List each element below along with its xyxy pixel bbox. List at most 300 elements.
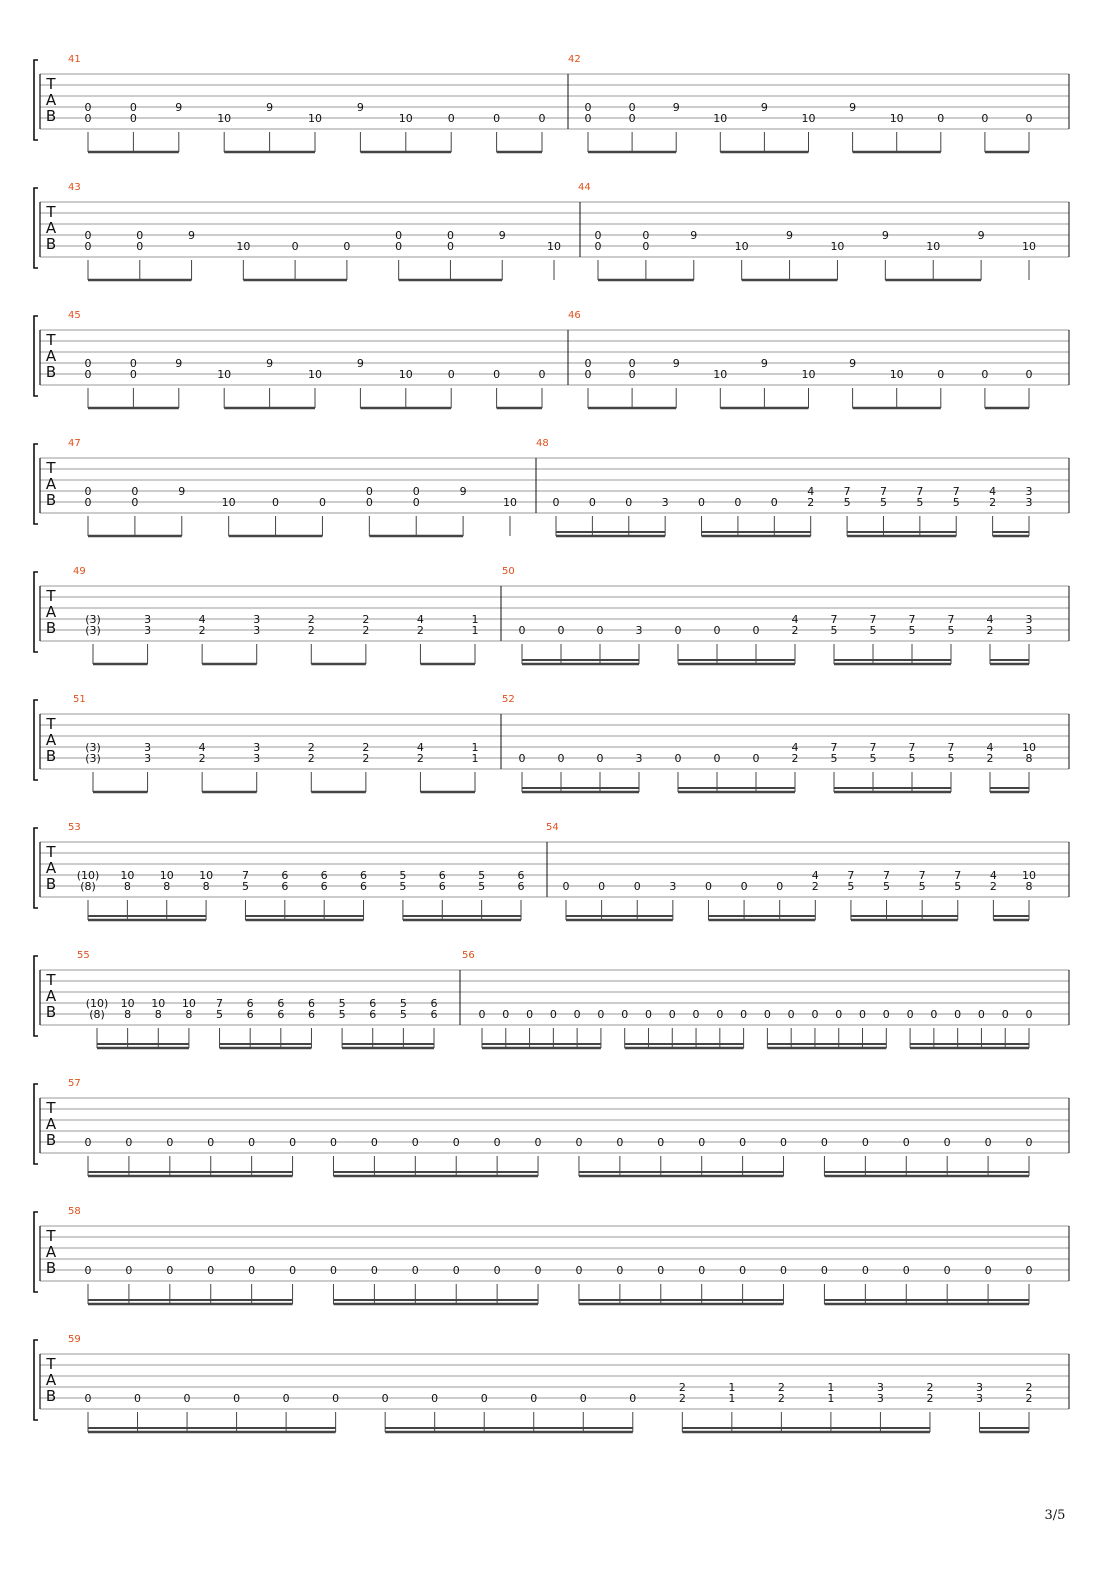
fret-number: 10 (889, 112, 904, 125)
fret-number: 0 (370, 1264, 378, 1277)
measure-number: 44 (578, 182, 591, 193)
fret-number: 0 (534, 1136, 542, 1149)
fret-number: 3 (1025, 496, 1033, 509)
fret-number: 4 (986, 613, 994, 626)
staff-system (34, 1206, 1069, 1304)
note-stack (472, 613, 479, 664)
fret-number: 0 (1001, 1008, 1009, 1021)
note-stack (266, 357, 273, 408)
fret-number: 4 (791, 613, 799, 626)
fret-number: 0 (518, 624, 526, 637)
fret-number: 4 (416, 613, 424, 626)
note-stack (144, 613, 151, 664)
fret-number: 0 (129, 112, 137, 125)
note-stack (1002, 1008, 1009, 1048)
tab-clef-letter: T (46, 587, 56, 605)
fret-number: 0 (752, 624, 760, 637)
note-stack (821, 1264, 828, 1304)
note-stack (629, 101, 636, 152)
measure (68, 1078, 1033, 1176)
note-stack (1022, 741, 1036, 792)
fret-number: 6 (281, 869, 289, 882)
note-stack (585, 101, 592, 152)
fret-number: 8 (202, 880, 210, 893)
fret-number: 0 (698, 496, 706, 509)
fret-number: 5 (843, 496, 851, 509)
note-stack (431, 997, 438, 1048)
note-stack (883, 1008, 890, 1048)
fret-number: 2 (1025, 1392, 1033, 1405)
fret-number: 0 (981, 112, 989, 125)
note-stack (519, 624, 526, 664)
note-stack (636, 624, 643, 664)
note-stack (369, 997, 376, 1048)
note-stack (621, 1008, 628, 1048)
fret-number: 10 (801, 368, 816, 381)
note-stack (1026, 485, 1033, 536)
fret-number: 0 (698, 1264, 706, 1277)
fret-number: 0 (493, 368, 501, 381)
note-stack (272, 496, 279, 536)
fret-number: 0 (1025, 368, 1033, 381)
note-stack (831, 613, 838, 664)
measure-number: 51 (73, 694, 86, 705)
fret-number: 0 (493, 1264, 501, 1277)
note-stack (144, 741, 151, 792)
note-stack (625, 496, 632, 536)
note-stack (953, 485, 960, 536)
fret-number: 0 (657, 1136, 665, 1149)
note-stack (575, 1264, 582, 1304)
fret-number: 3 (876, 1392, 884, 1405)
fret-number: 0 (1025, 112, 1033, 125)
fret-number: 2 (198, 752, 206, 765)
fret-number: 0 (763, 1008, 771, 1021)
measure (462, 950, 1033, 1048)
note-stack (844, 485, 851, 536)
fret-number: 10 (734, 240, 749, 253)
fret-number: 10 (221, 496, 236, 509)
tab-clef-letter: A (45, 91, 57, 109)
note-stack (253, 741, 260, 792)
note-stack (481, 1392, 488, 1432)
note-stack (981, 368, 988, 408)
tab-clef-letter: T (46, 459, 56, 477)
note-stack (830, 240, 844, 280)
tab-clef-letter: A (45, 1115, 57, 1133)
note-stack (539, 112, 546, 152)
note-stack (266, 101, 273, 152)
tab-clef-letter: B (45, 491, 57, 509)
fret-number: 0 (343, 240, 351, 253)
note-stack (880, 485, 887, 536)
system-bracket (34, 1212, 38, 1292)
fret-number: 9 (849, 101, 857, 114)
fret-number: 10 (120, 997, 135, 1010)
measure (568, 310, 1033, 408)
fret-number: 9 (690, 229, 698, 242)
fret-number: 0 (943, 1136, 951, 1149)
fret-number: 8 (1025, 880, 1033, 893)
fret-number: 0 (734, 496, 742, 509)
fret-number: 2 (198, 624, 206, 637)
fret-number: 6 (369, 997, 377, 1010)
fret-number: 0 (597, 1008, 605, 1021)
staff-system (34, 566, 1069, 664)
note-stack (690, 229, 697, 280)
tab-clef-letter: A (45, 731, 57, 749)
fret-number: 0 (557, 624, 565, 637)
note-stack (954, 869, 961, 920)
measure (68, 1334, 1033, 1432)
staff-system (34, 54, 1069, 152)
fret-number: 0 (954, 1008, 962, 1021)
measure-number: 47 (68, 438, 81, 449)
note-stack (563, 880, 570, 920)
fret-number: 10 (217, 112, 232, 125)
fret-number: 0 (668, 1008, 676, 1021)
fret-number: 6 (438, 869, 446, 882)
fret-number: 10 (889, 368, 904, 381)
note-stack (976, 1381, 983, 1432)
fret-number: 0 (584, 101, 592, 114)
fret-number: 0 (704, 880, 712, 893)
fret-number: 0 (538, 112, 546, 125)
note-stack (400, 997, 407, 1048)
fret-number: 0 (642, 240, 650, 253)
note-stack (734, 496, 741, 536)
note-stack (277, 997, 284, 1048)
note-stack (199, 741, 206, 792)
note-stack (547, 240, 561, 280)
fret-number: 0 (129, 357, 137, 370)
fret-number: 0 (272, 496, 280, 509)
fret-number: 1 (471, 613, 479, 626)
fret-number: 2 (362, 741, 370, 754)
staff-system (34, 438, 1069, 536)
note-stack (629, 357, 636, 408)
fret-number: 10 (926, 240, 941, 253)
note-stack (292, 240, 299, 280)
fret-number: 6 (430, 997, 438, 1010)
note-stack (698, 1136, 705, 1176)
measure (68, 1206, 1033, 1304)
fret-number: 0 (739, 1136, 747, 1149)
fret-number: 3 (253, 741, 261, 754)
fret-number: 0 (820, 1136, 828, 1149)
note-stack (903, 1136, 910, 1176)
measure (568, 54, 1033, 152)
note-stack (125, 1264, 132, 1304)
note-stack (634, 880, 641, 920)
fret-number: 8 (185, 1008, 193, 1021)
fret-number: 3 (144, 624, 152, 637)
note-stack (85, 741, 101, 792)
fret-number: 0 (1025, 1008, 1033, 1021)
fret-number: 0 (493, 112, 501, 125)
system-bracket (34, 572, 38, 652)
fret-number: 10 (159, 869, 174, 882)
note-stack (493, 368, 500, 408)
note-stack (642, 229, 649, 280)
note-stack (85, 1264, 92, 1304)
note-stack (728, 1381, 735, 1432)
note-stack (673, 357, 680, 408)
fret-number: 0 (835, 1008, 843, 1021)
fret-number: 0 (633, 880, 641, 893)
system-bracket (34, 1340, 38, 1420)
fret-number: 0 (557, 752, 565, 765)
fret-number: 2 (307, 624, 315, 637)
fret-number: 0 (446, 229, 454, 242)
note-stack (575, 1136, 582, 1176)
fret-number: 6 (320, 869, 328, 882)
note-stack (199, 869, 213, 920)
fret-number: 0 (129, 101, 137, 114)
staff-system (34, 694, 1069, 792)
note-stack (909, 741, 916, 792)
note-stack (233, 1392, 240, 1432)
fret-number: 0 (478, 1008, 486, 1021)
fret-number: 7 (916, 485, 924, 498)
note-stack (574, 1008, 581, 1048)
tab-clef-letter: A (45, 859, 57, 877)
note-stack (831, 741, 838, 792)
fret-number: 0 (596, 752, 604, 765)
page-number: 3/5 (1044, 1508, 1066, 1523)
tab-clef-letter: B (45, 875, 57, 893)
note-stack (85, 101, 92, 152)
fret-number: (10) (76, 869, 100, 882)
fret-number: 10 (713, 368, 728, 381)
note-stack (539, 368, 546, 408)
fret-number: 7 (847, 869, 855, 882)
fret-number: 10 (547, 240, 561, 253)
fret-number: 2 (777, 1392, 785, 1405)
fret-number: 0 (1025, 1136, 1033, 1149)
note-stack (339, 997, 346, 1048)
fret-number: 0 (207, 1264, 215, 1277)
fret-number: 5 (338, 997, 346, 1010)
fret-number: 4 (989, 485, 997, 498)
fret-number: (3) (85, 624, 101, 637)
note-stack (151, 997, 165, 1048)
note-stack (460, 485, 467, 536)
note-stack (330, 1264, 337, 1304)
fret-number: 3 (975, 1381, 983, 1394)
note-stack (499, 229, 506, 280)
note-stack (714, 624, 721, 664)
note-stack (753, 752, 760, 792)
fret-number: 0 (526, 1008, 534, 1021)
fret-number: 10 (308, 368, 322, 381)
fret-number: 9 (356, 101, 364, 114)
fret-number: 0 (289, 1136, 297, 1149)
note-stack (120, 869, 134, 920)
note-stack (366, 485, 373, 536)
note-stack (698, 496, 705, 536)
fret-number: 0 (984, 1136, 992, 1149)
note-stack (616, 1136, 623, 1176)
fret-number: 5 (916, 496, 924, 509)
fret-number: 0 (859, 1008, 867, 1021)
tab-clef-letter: A (45, 347, 57, 365)
fret-number: 3 (661, 496, 669, 509)
note-stack (675, 752, 682, 792)
note-stack (417, 613, 424, 664)
note-stack (675, 624, 682, 664)
tab-clef-letter: A (45, 1243, 57, 1261)
note-stack (909, 613, 916, 664)
note-stack (990, 869, 997, 920)
fret-number: 5 (399, 997, 407, 1010)
note-stack (739, 1136, 746, 1176)
fret-number: 0 (84, 240, 92, 253)
fret-number: 6 (281, 880, 289, 893)
note-stack (890, 368, 904, 408)
note-stack (714, 752, 721, 792)
fret-number: 6 (277, 997, 285, 1010)
tab-clef-letter: B (45, 1003, 57, 1021)
measure (68, 54, 546, 152)
system-bracket (34, 60, 38, 140)
fret-number: 4 (986, 741, 994, 754)
measure-number: 49 (73, 566, 86, 577)
note-stack (85, 1136, 92, 1176)
note-stack (248, 1264, 255, 1304)
note-stack (645, 1008, 652, 1048)
fret-number: 0 (861, 1136, 869, 1149)
fret-number: 3 (669, 880, 677, 893)
fret-number: 0 (1025, 1264, 1033, 1277)
fret-number: 6 (360, 880, 368, 893)
note-stack (447, 229, 454, 280)
measure-number: 45 (68, 310, 81, 321)
note-stack (131, 485, 138, 536)
note-stack (669, 880, 676, 920)
note-stack (985, 1136, 992, 1176)
note-stack (771, 496, 778, 536)
note-stack (130, 101, 137, 152)
note-stack (735, 240, 749, 280)
note-stack (412, 1264, 419, 1304)
fret-number: 0 (930, 1008, 938, 1021)
fret-number: 6 (307, 997, 315, 1010)
fret-number: 9 (175, 101, 183, 114)
fret-number: 0 (248, 1264, 256, 1277)
tab-clef-letter: B (45, 107, 57, 125)
note-stack (494, 1136, 501, 1176)
tab-clef-letter: T (46, 1355, 56, 1373)
fret-number: 5 (952, 496, 960, 509)
note-stack (948, 741, 955, 792)
fret-number: 0 (981, 368, 989, 381)
fret-number: 3 (253, 624, 261, 637)
note-stack (321, 869, 328, 920)
note-stack (882, 229, 889, 280)
fret-number: 0 (125, 1264, 133, 1277)
fret-number: 5 (216, 1008, 224, 1021)
fret-number: 7 (954, 869, 962, 882)
tab-clef-letter: T (46, 203, 56, 221)
note-stack (978, 229, 985, 280)
note-stack (937, 368, 944, 408)
fret-number: 6 (277, 1008, 285, 1021)
fret-number: 2 (362, 624, 370, 637)
fret-number: 0 (584, 357, 592, 370)
note-stack (343, 240, 350, 280)
fret-number: 6 (438, 880, 446, 893)
fret-number: (3) (85, 752, 101, 765)
fret-number: 0 (131, 485, 139, 498)
staff-system (34, 1078, 1069, 1176)
fret-number: 8 (1025, 752, 1033, 765)
note-stack (870, 741, 877, 792)
fret-number: 6 (430, 1008, 438, 1021)
tab-clef-letter: B (45, 619, 57, 637)
note-stack (981, 112, 988, 152)
tab-clef-letter: T (46, 971, 56, 989)
fret-number: 1 (471, 752, 479, 765)
fret-number: 0 (125, 1136, 133, 1149)
fret-number: 0 (820, 1264, 828, 1277)
note-stack (188, 229, 195, 280)
fret-number: 0 (657, 1264, 665, 1277)
fret-number: 0 (770, 496, 778, 509)
fret-number: 9 (459, 485, 467, 498)
fret-number: 0 (411, 1136, 419, 1149)
note-stack (859, 1008, 866, 1048)
note-stack (289, 1136, 296, 1176)
fret-number: 0 (674, 752, 682, 765)
note-stack (503, 496, 517, 536)
measure (68, 310, 546, 408)
fret-number: 3 (876, 1381, 884, 1394)
note-stack (121, 997, 135, 1048)
fret-number: 2 (362, 613, 370, 626)
note-stack (530, 1392, 537, 1432)
note-stack (453, 1136, 460, 1176)
fret-number: 0 (332, 1392, 340, 1405)
note-stack (792, 741, 799, 792)
fret-number: 10 (1022, 240, 1036, 253)
note-stack (589, 496, 596, 536)
fret-number: 3 (253, 752, 261, 765)
fret-number: 10 (830, 240, 845, 253)
note-stack (175, 357, 182, 408)
fret-number: 6 (307, 1008, 315, 1021)
tab-clef-letter: T (46, 331, 56, 349)
fret-number: 1 (827, 1381, 835, 1394)
note-stack (786, 229, 793, 280)
tab-clef-letter: B (45, 1131, 57, 1149)
note-stack (550, 1008, 557, 1048)
tab-clef-letter: B (45, 363, 57, 381)
measure-number: 55 (77, 950, 90, 961)
tab-clef-letter: T (46, 715, 56, 733)
fret-number: 9 (266, 357, 274, 370)
fret-number: 0 (412, 485, 420, 498)
fret-number: 10 (398, 112, 413, 125)
fret-number: 3 (253, 613, 261, 626)
note-stack (636, 752, 643, 792)
fret-number: 6 (246, 1008, 254, 1021)
note-stack (332, 1392, 339, 1432)
note-stack (930, 1008, 937, 1048)
fret-number: 0 (575, 1136, 583, 1149)
fret-number: 7 (830, 613, 838, 626)
fret-number: 0 (616, 1136, 624, 1149)
